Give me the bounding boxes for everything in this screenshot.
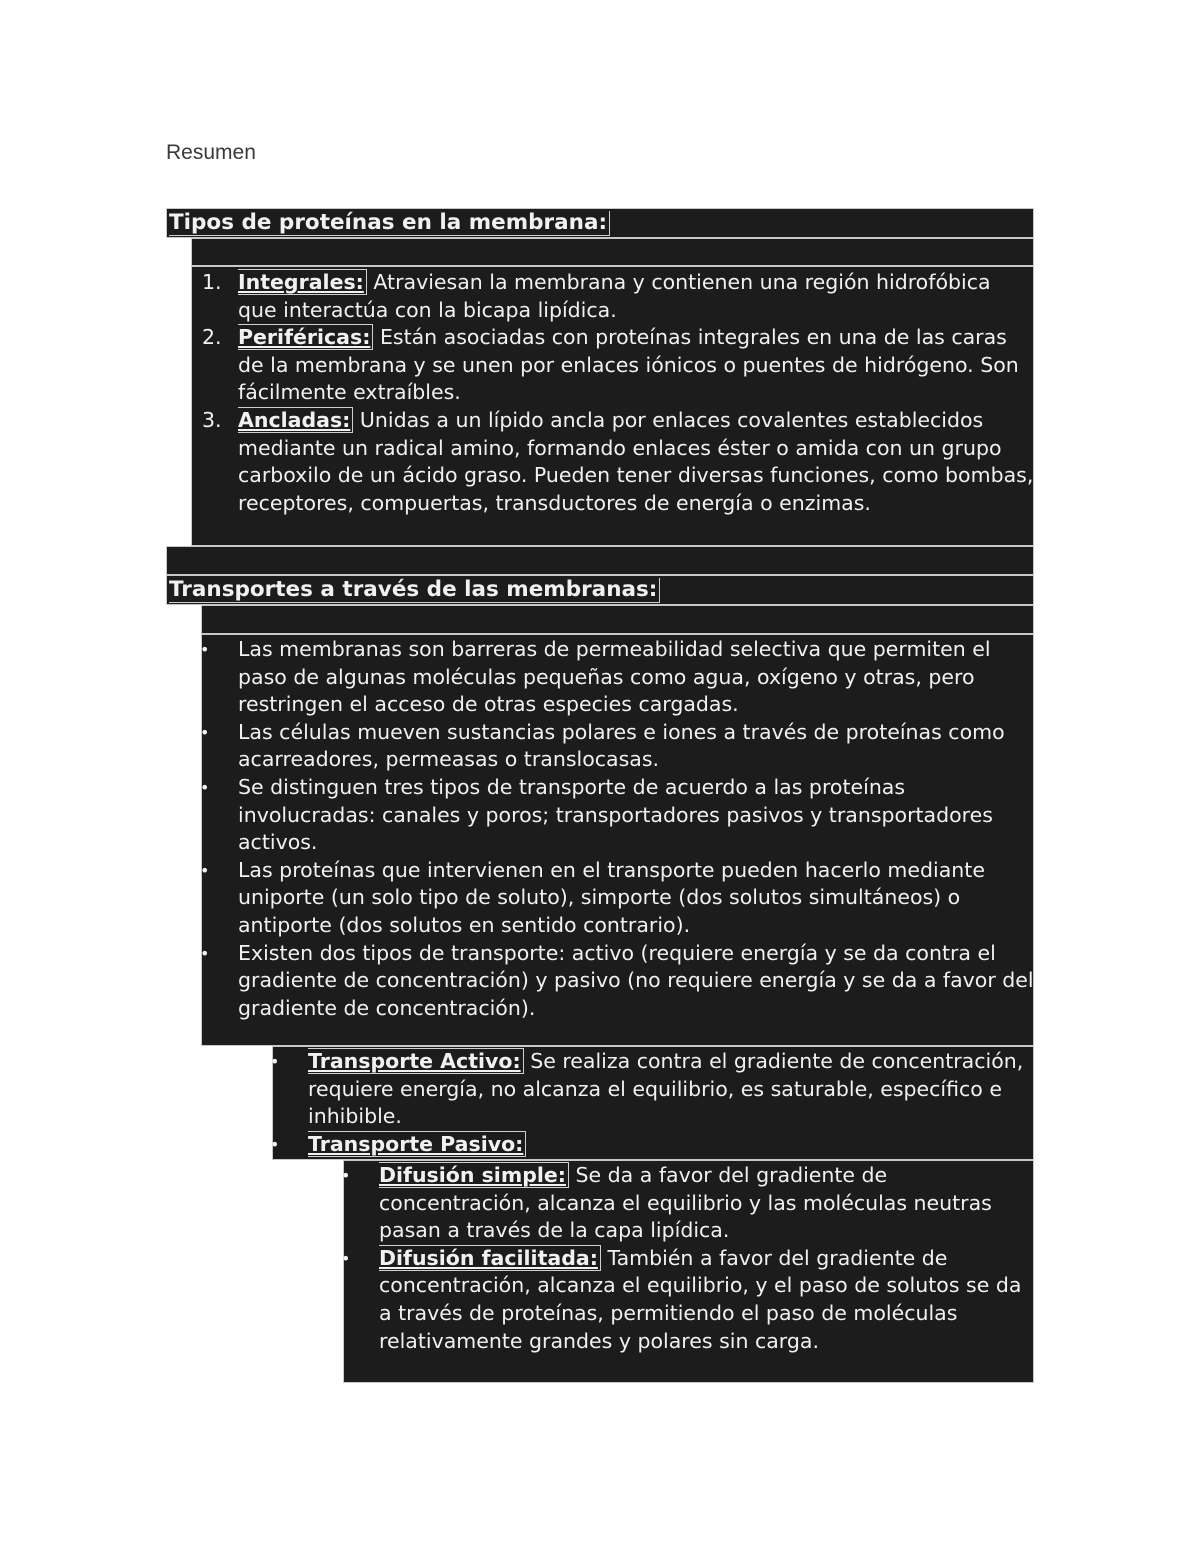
section2-bullet-list	[200, 636, 1034, 1022]
bullet-text: Las membranas son barreras de permeabilidad selectiva que permiten el paso de algunas moléculas pequeñas como agua, oxígeno y otras, pero restringen el acceso de otras especies cargadas.	[238, 637, 991, 717]
section-separator-bar	[166, 546, 1034, 575]
bullet-item	[200, 774, 1034, 857]
section1-numbered-list	[202, 269, 1034, 517]
bullet-icon: •	[200, 640, 210, 659]
bullet-text: Las células mueven sustancias polares e iones a través de proteínas como acarreadores, permeasas o translocasas.	[238, 719, 1005, 772]
term-difusion-facilitada: Difusión facilitada:	[379, 1245, 601, 1271]
bullet-item-transporte-activo	[270, 1048, 1034, 1131]
bullet-item-difusion-simple	[341, 1162, 1034, 1245]
bullet-text: Se distinguen tres tipos de transporte de acuerdo a las proteínas involucradas: canales y poros; transportadores pasivos y transportadores activos.	[238, 774, 993, 855]
term-perifericas: Periféricas:	[238, 324, 373, 350]
term-transporte-activo: Transporte Activo:	[308, 1048, 524, 1074]
definition-text: Se da a favor del gradiente de concentración, alcanza el equilibrio y las moléculas neutras pasan a través de la capa lipídica.	[379, 1163, 992, 1243]
bullet-item	[200, 857, 1034, 940]
list-item-perifericas	[202, 324, 1034, 407]
bullet-icon: •	[200, 722, 210, 742]
bullet-icon: •	[270, 1052, 280, 1071]
bullet-item	[200, 636, 1034, 719]
section2-spacer-bar	[201, 605, 1034, 634]
bullet-icon: •	[200, 860, 210, 880]
definition-text: Están asociadas con proteínas integrales en una de las caras de la membrana y se unen por enlaces iónicos o puentes de hidrógeno. Son fácilmente extraíbles.	[238, 325, 1019, 405]
bullet-icon: •	[270, 1134, 280, 1154]
term-ancladas: Ancladas:	[238, 407, 353, 433]
list-item-integrales	[202, 269, 1034, 324]
term-integrales: Integrales:	[238, 269, 367, 295]
section1-spacer-bar	[191, 238, 1034, 266]
bullet-item-difusion-facilitada	[341, 1245, 1034, 1355]
transport-types-list	[270, 1048, 1034, 1158]
passive-transport-list	[341, 1162, 1034, 1355]
definition-text: También a favor del gradiente de concentración, alcanza el equilibrio, y el paso de solutos se da a través de proteínas, permitiendo el paso de moléculas relativamente grandes y polares sin carga.	[379, 1245, 1022, 1353]
section1-heading: Tipos de proteínas en la membrana:	[169, 211, 610, 236]
list-number: 1.	[202, 270, 222, 294]
bullet-text: Las proteínas que intervienen en el transporte pueden hacerlo mediante uniporte (un solo tipo de soluto), simporte (dos solutos simultáneos) o antiporte (dos solutos en sentido contrario).	[238, 857, 985, 937]
document-title: Resumen	[166, 141, 256, 164]
bullet-icon: •	[200, 777, 210, 797]
term-difusion-simple: Difusión simple:	[379, 1162, 569, 1188]
definition-text: Se realiza contra el gradiente de concentración, requiere energía, no alcanza el equilibrio, es saturable, específico e inhibible.	[308, 1049, 1024, 1129]
bullet-item-transporte-pasivo	[270, 1131, 1034, 1159]
section2-heading: Transportes a través de las membranas:	[169, 578, 660, 603]
list-number: 3.	[202, 407, 222, 432]
bullet-icon: •	[341, 1248, 351, 1268]
definition-text: Atraviesan la membrana y contienen una región hidrofóbica que interactúa con la bicapa lipídica.	[238, 270, 991, 322]
list-number: 2.	[202, 325, 222, 350]
definition-text: Unidas a un lípido ancla por enlaces covalentes establecidos mediante un radical amino, formando enlaces éster o amida con un grupo carboxilo de un ácido graso. Pueden tener diversas funciones, como bombas, receptores, compuertas, transductores de energía o enzimas.	[238, 407, 1034, 515]
bullet-item	[200, 719, 1034, 774]
section2-heading-bar	[166, 575, 1034, 605]
bullet-item	[200, 940, 1034, 1023]
bullet-text: Existen dos tipos de transporte: activo (requiere energía y se da contra el gradiente de concentración) y pasivo (no requiere energía y se da a favor del gradiente de concentración).	[238, 940, 1034, 1020]
bullet-icon: •	[341, 1166, 351, 1185]
term-transporte-pasivo: Transporte Pasivo:	[308, 1131, 526, 1157]
bullet-icon: •	[200, 943, 210, 963]
section1-heading-bar	[166, 208, 1034, 238]
list-item-ancladas	[202, 407, 1034, 517]
